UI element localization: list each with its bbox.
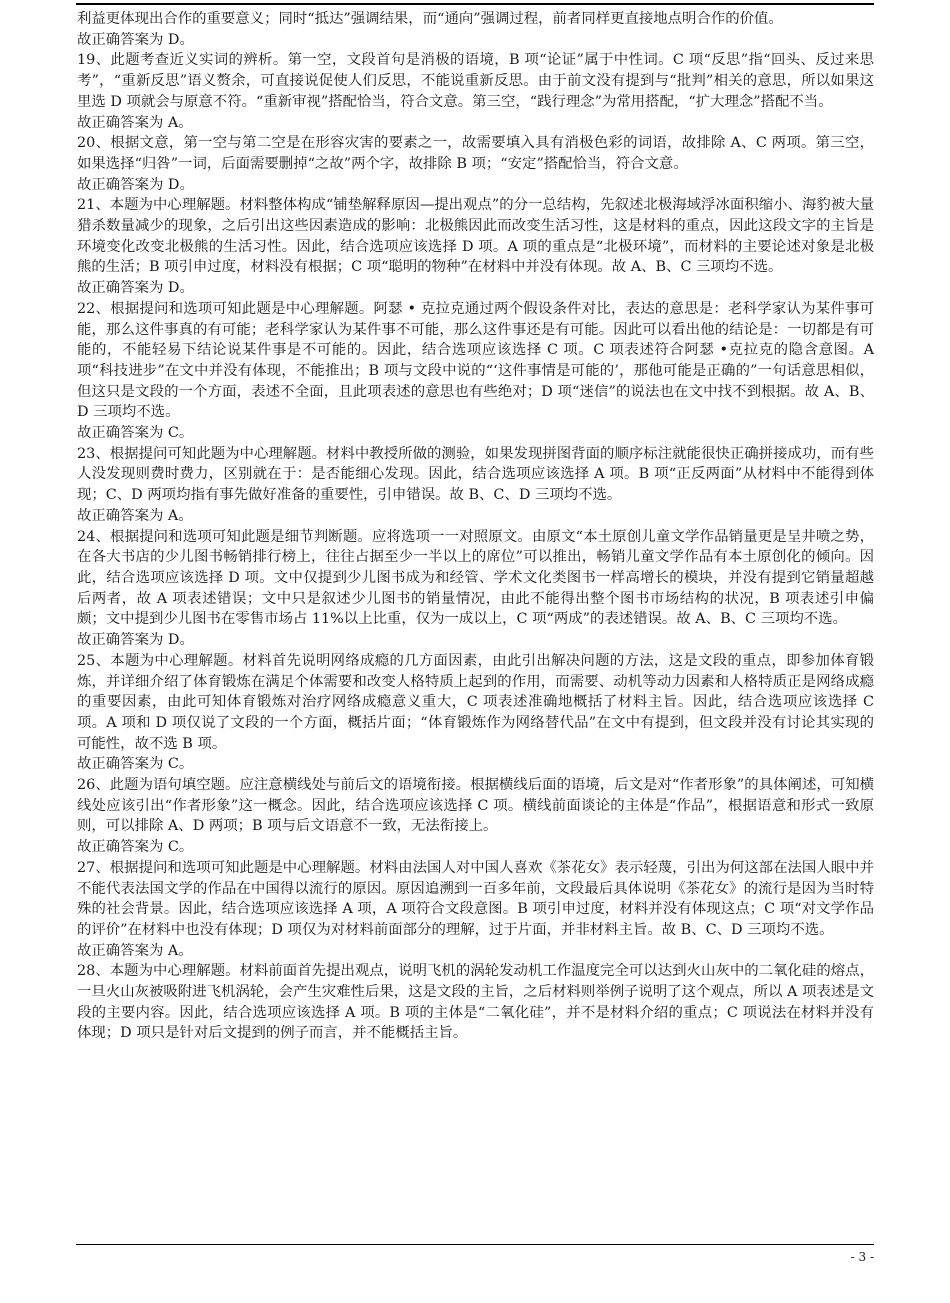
lead-in-answer: 故正确答案为 D。 [77,31,194,48]
header-rule [76,3,874,5]
explanation-19: 19、此题考查近义实词的辨析。第一空，文段首句是消极的语境，B 项“论证”属于中性词。C 项“反思”指“回头、反过来思考”，“重新反思”语义赘余，可直接说促使人们反思，不能说重新反思。由于前文没有提到与“批判”相关的意思，所以如果这里选 D 项就会与原意不符。“重新审视”搭配恰当，符合文意。第三空，“践行理念”为常用搭配，“扩大理念”搭配不当。 [77,52,874,110]
answer-21: 故正确答案为 D。 [77,280,194,297]
explanation-21: 21、本题为中心理解题。材料整体构成“铺垫解释原因—提出观点”的分一总结构，先叙述北极海域浮冰面积缩小、海豹被大量猎杀数量减少的现象，之后引出这些因素造成的影响：北极熊因此而改变生活习性，这是材料的重点，因此这段文字的主旨是环境变化改变北极熊的生活习性。因此，结合选项应该选择 D 项。A 项的重点是“北极环境”，而材料的主要论述对象是北极熊的生活；B 项引申过度，材料没有根据；C 项“聪明的物种”在材料中并没有体现。故 A、B、C 三项均不选。 [77,197,874,276]
answer-27: 故正确答案为 A。 [77,942,193,959]
lead-in-paragraph: 利益更体现出合作的重要意义；同时“抵达”强调结果，而“通向”强调过程，前者同样更直接地点明合作的价值。 [77,11,783,27]
answer-20: 故正确答案为 D。 [77,176,194,193]
explanation-26: 26、此题为语句填空题。应注意横线处与前后文的语境衔接。根据横线后面的语境，后文是对“作者形象”的具体阐述，可知横线处应该引出“作者形象”这一概念。因此，结合选项应该选择 C 项。横线前面谈论的主体是“作品”，根据语意和形式一致原则，可以排除 A、D 两项；B 项与后文语意不一致，无法衔接上。 [77,777,874,835]
explanation-27: 27、根据提问和选项可知此题是中心理解题。材料由法国人对中国人喜欢《茶花女》表示轻蔑，引出为何这部在法国人眼中并不能代表法国文学的作品在中国得以流行的原因。原因追溯到一百多年前，文段最后具体说明《茶花女》的流行是因为当时特殊的社会背景。因此，结合选项应该选择 A 项，A 项符合文段意图。B 项引申过度，材料并没有体现这点；C 项“对文学作品的评价”在材料中也没有体现；D 项仅为对材料前面部分的理解，过于片面，并非材料主旨。故 B、C、D 三项均不选。 [77,859,874,938]
answer-19: 故正确答案为 A。 [77,114,193,131]
page-number: - 3 - [850,1250,874,1264]
explanation-25: 25、本题为中心理解题。材料首先说明网络成瘾的几方面因素，由此引出解决问题的方法，这是文段的重点，即参加体育锻炼，并详细介绍了体育锻炼在满足个体需要和改变人格特质上起到的作用，而需要、动机等动力因素和人格特质正是网络成瘾的重要因素，由此可知体育锻炼对治疗网络成瘾意义重大，C 项表述准确地概括了材料主旨。因此，结合选项应该选择 C 项。A 项和 D 项仅说了文段的一个方面，概括片面；“体育锻炼作为网络替代品”在文中有提到，但文段并没有讨论其实现的可能性，故不选 B 项。 [77,652,874,752]
answer-25: 故正确答案为 C。 [77,756,194,773]
explanation-22: 22、根据提问和选项可知此题是中心理解题。阿瑟 • 克拉克通过两个假设条件对比，表达的意思是：老科学家认为某件事可能，那么这件事真的有可能；老科学家认为某件事不可能，那么这件事还是有可能。因此可以看出他的结论是：一切都是有可能的，不能轻易下结论说某件事是不可能的。因此，结合选项应该选择 C 项。C 项表述符合阿瑟 •克拉克的隐含意图。A 项“科技进步”在文中并没有体现，不能推出；B 项与文段中说的“‘这件事情是可能的’，那他可能是正确的”一句话意思相似，但这只是文段的一个方面，表述不全面，且此项表述的意思也有些绝对；D 项“迷信”的说法也在文中找不到根据。故 A、B、D 三项均不选。 [77,300,874,421]
explanation-28: 28、本题为中心理解题。材料前面首先提出观点，说明飞机的涡轮发动机工作温度完全可以达到火山灰中的二氧化硅的熔点，一旦火山灰被吸附进飞机涡轮，会产生灾难性后果，这是文段的主旨，之后材料则举例子说明了这个观点，所以 A 项表述是文段的主要内容。因此，结合选项应该选择 A 项。B 项的主体是“二氧化硅”，并不是材料介绍的重点；C 项说法在材料并没有体现；D 项只是针对后文提到的例子而言，并不能概括主旨。 [77,963,874,1042]
explanation-24: 24、根据提问和选项可知此题是细节判断题。应将选项一一对照原文。由原文“本土原创儿童文学作品销量更是呈井喷之势，在各大书店的少儿图书畅销排行榜上，往往占据至少一半以上的席位”可以推出，畅销儿童文学作品有本土原创化的倾向。因此，结合选项应该选择 D 项。文中仅提到少儿图书成为和经管、学术文化类图书一样高增长的模块，并没有提到它销量超越后两者，故 A 项表述错误；文中只是叙述少儿图书的销量情况，由此不能得出整个图书市场结构的状况，B 项表述引申偏颇；文中提到少儿图书在零售市场占 11%以上比重，仅为一成以上，C 项“两成”的表述错误。故 A、B、C 三项均不选。 [77,528,874,628]
explanation-20: 20、根据文意，第一空与第二空是在形容灾害的要素之一，故需要填入具有消极色彩的词语，故排除 A、C 两项。第三空，如果选择“归咎”一词，后面需要删掉“之故”两个字，故排除 B 项；“安定”搭配恰当，符合文意。 [77,135,874,172]
explanation-23: 23、根据提问可知此题为中心理解题。材料中教授所做的测验，如果发现拼图背面的顺序标注就能很快正确拼接成功，而有些人没发现则费时费力，区别就在于：是否能细心发现。因此，结合选项应该选择 A 项。B 项“正反两面”从材料中不能得到体现；C、D 两项均指有事先做好准备的重要性，引申错误。故 B、C、D 三项均不选。 [77,445,874,504]
answer-26: 故正确答案为 C。 [77,839,194,856]
footer-rule [76,1244,874,1245]
answer-24: 故正确答案为 D。 [77,632,194,649]
answer-explanations [77,9,874,1044]
answer-22: 故正确答案为 C。 [77,425,194,442]
answer-23: 故正确答案为 A。 [77,507,193,524]
